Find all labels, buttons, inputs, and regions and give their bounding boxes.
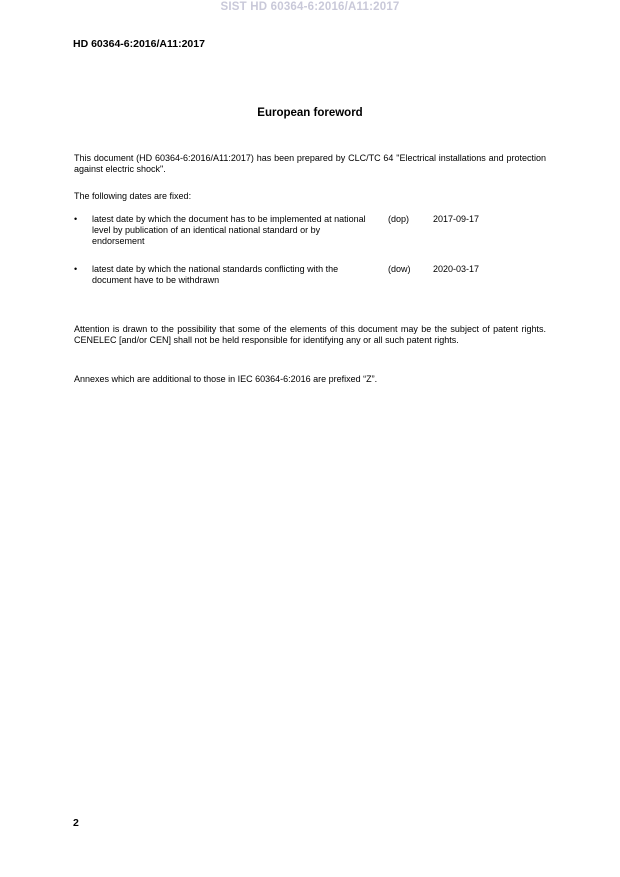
date-item-date: 2020-03-17 [433,264,480,274]
document-id: HD 60364-6:2016/A11:2017 [73,38,205,50]
annexes-paragraph: Annexes which are additional to those in IEC 60364-6:2016 are prefixed “Z”. [74,374,378,384]
bullet-icon: • [74,214,78,224]
date-item-text: latest date by which the national standards conflicting with the document have to be withdrawn [92,264,339,285]
patent-paragraph: Attention is drawn to the possibility that some of the elements of this document may be the subject of patent rights. CENELEC [and/or CEN] shall not be held responsible for identifying any or all such patent rights. [74,324,546,345]
date-item-abbr: (dop) [388,214,410,224]
intro-paragraph: This document (HD 60364-6:2016/A11:2017) has been prepared by CLC/TC 64 "Electrical installations and protection against electric shock". [74,153,546,174]
date-item-abbr: (dow) [388,264,411,274]
date-item-date: 2017-09-17 [433,214,480,224]
page-title: European foreword [257,107,363,119]
dates-intro-paragraph: The following dates are fixed: [74,191,192,201]
date-item-dop [74,214,546,250]
date-item-dow [74,264,546,288]
page-number: 2 [73,817,79,829]
date-item-text: latest date by which the document has to be implemented at national level by publication of an identical national standard or by endorsement [92,214,366,246]
bullet-icon: • [74,264,78,274]
watermark: SIST HD 60364-6:2016/A11:2017 [220,1,400,13]
